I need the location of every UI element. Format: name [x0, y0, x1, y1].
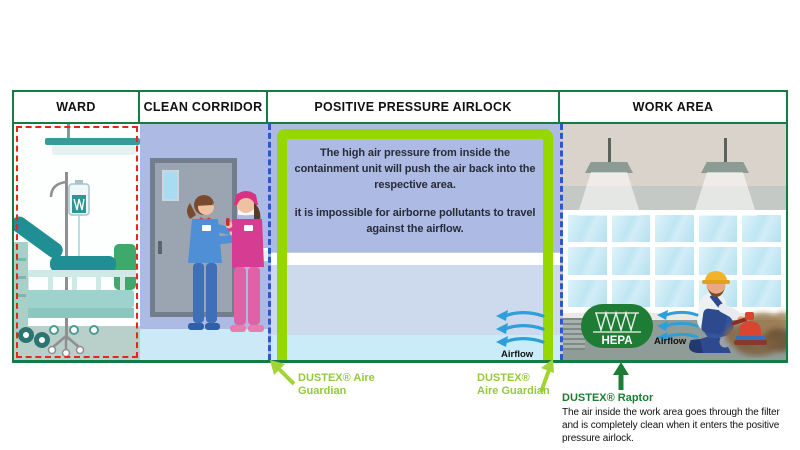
- ward-containment-dashed-border: [16, 126, 138, 358]
- containment-diagram: [12, 90, 788, 363]
- hepa-label: HEPA: [601, 335, 633, 347]
- window-pane: [699, 215, 738, 242]
- arrow-up-left-icon: [268, 358, 298, 388]
- header-work-area: WORK AREA: [560, 92, 786, 122]
- window-pane: [612, 215, 651, 242]
- window-pane: [612, 280, 651, 307]
- door-handle: [158, 241, 162, 254]
- window-pane: [742, 215, 781, 242]
- window-pane: [568, 280, 607, 307]
- window-pane: [655, 215, 694, 242]
- airlock-section: [268, 124, 560, 360]
- guardian-right-line1: DUSTEX®: [477, 372, 530, 384]
- arrow-up-icon: [613, 362, 629, 390]
- work-area-section: [560, 124, 786, 360]
- airflow-arrows-icon: [493, 310, 545, 350]
- ceiling-lamp-shade: [701, 162, 749, 173]
- guardian-left-line2: Guardian: [298, 385, 347, 398]
- airlock-text-2: it is impossible for airborne pollutants to travel against the airflow.: [294, 206, 536, 235]
- ceiling-lamp-icon: [724, 138, 727, 162]
- nurses-illustration: [180, 191, 268, 348]
- section-header-row: [14, 92, 786, 124]
- guardian-left-line1: DUSTEX® Aire: [298, 372, 375, 384]
- door-window: [162, 170, 179, 201]
- header-clean-corridor: CLEAN CORRIDOR: [140, 92, 268, 122]
- raptor-label: DUSTEX® Raptor: [562, 392, 654, 404]
- nurse-pink-icon: [226, 191, 264, 332]
- ceiling-lamp-shade: [585, 162, 633, 173]
- clean-corridor-section: [140, 124, 268, 360]
- diagram-content: [14, 124, 786, 360]
- work-airflow-label: Airflow: [654, 336, 687, 347]
- window-pane: [568, 215, 607, 242]
- window-pane: [568, 247, 607, 274]
- guardian-left-label: [298, 372, 375, 398]
- airlock-airflow-label: Airflow: [501, 349, 534, 360]
- ceiling-lamp-icon: [608, 138, 611, 162]
- header-ward: WARD: [14, 92, 140, 122]
- guardian-right-line2: Aire Guardian: [477, 385, 550, 398]
- raptor-description: The air inside the work area goes through the filter and is completely clean when it enters the positive pressure airlock.: [562, 407, 780, 445]
- header-positive-pressure-airlock: POSITIVE PRESSURE AIRLOCK: [268, 92, 560, 122]
- ward-section: [14, 124, 140, 360]
- airlock-text-1: The high air pressure from inside the containment unit will push the air back into the respective area.: [294, 147, 536, 191]
- window-pane: [612, 247, 651, 274]
- hepa-filter-icon: [581, 304, 653, 348]
- dust-cloud-icon: [713, 296, 786, 358]
- guardian-right-label: [477, 372, 550, 398]
